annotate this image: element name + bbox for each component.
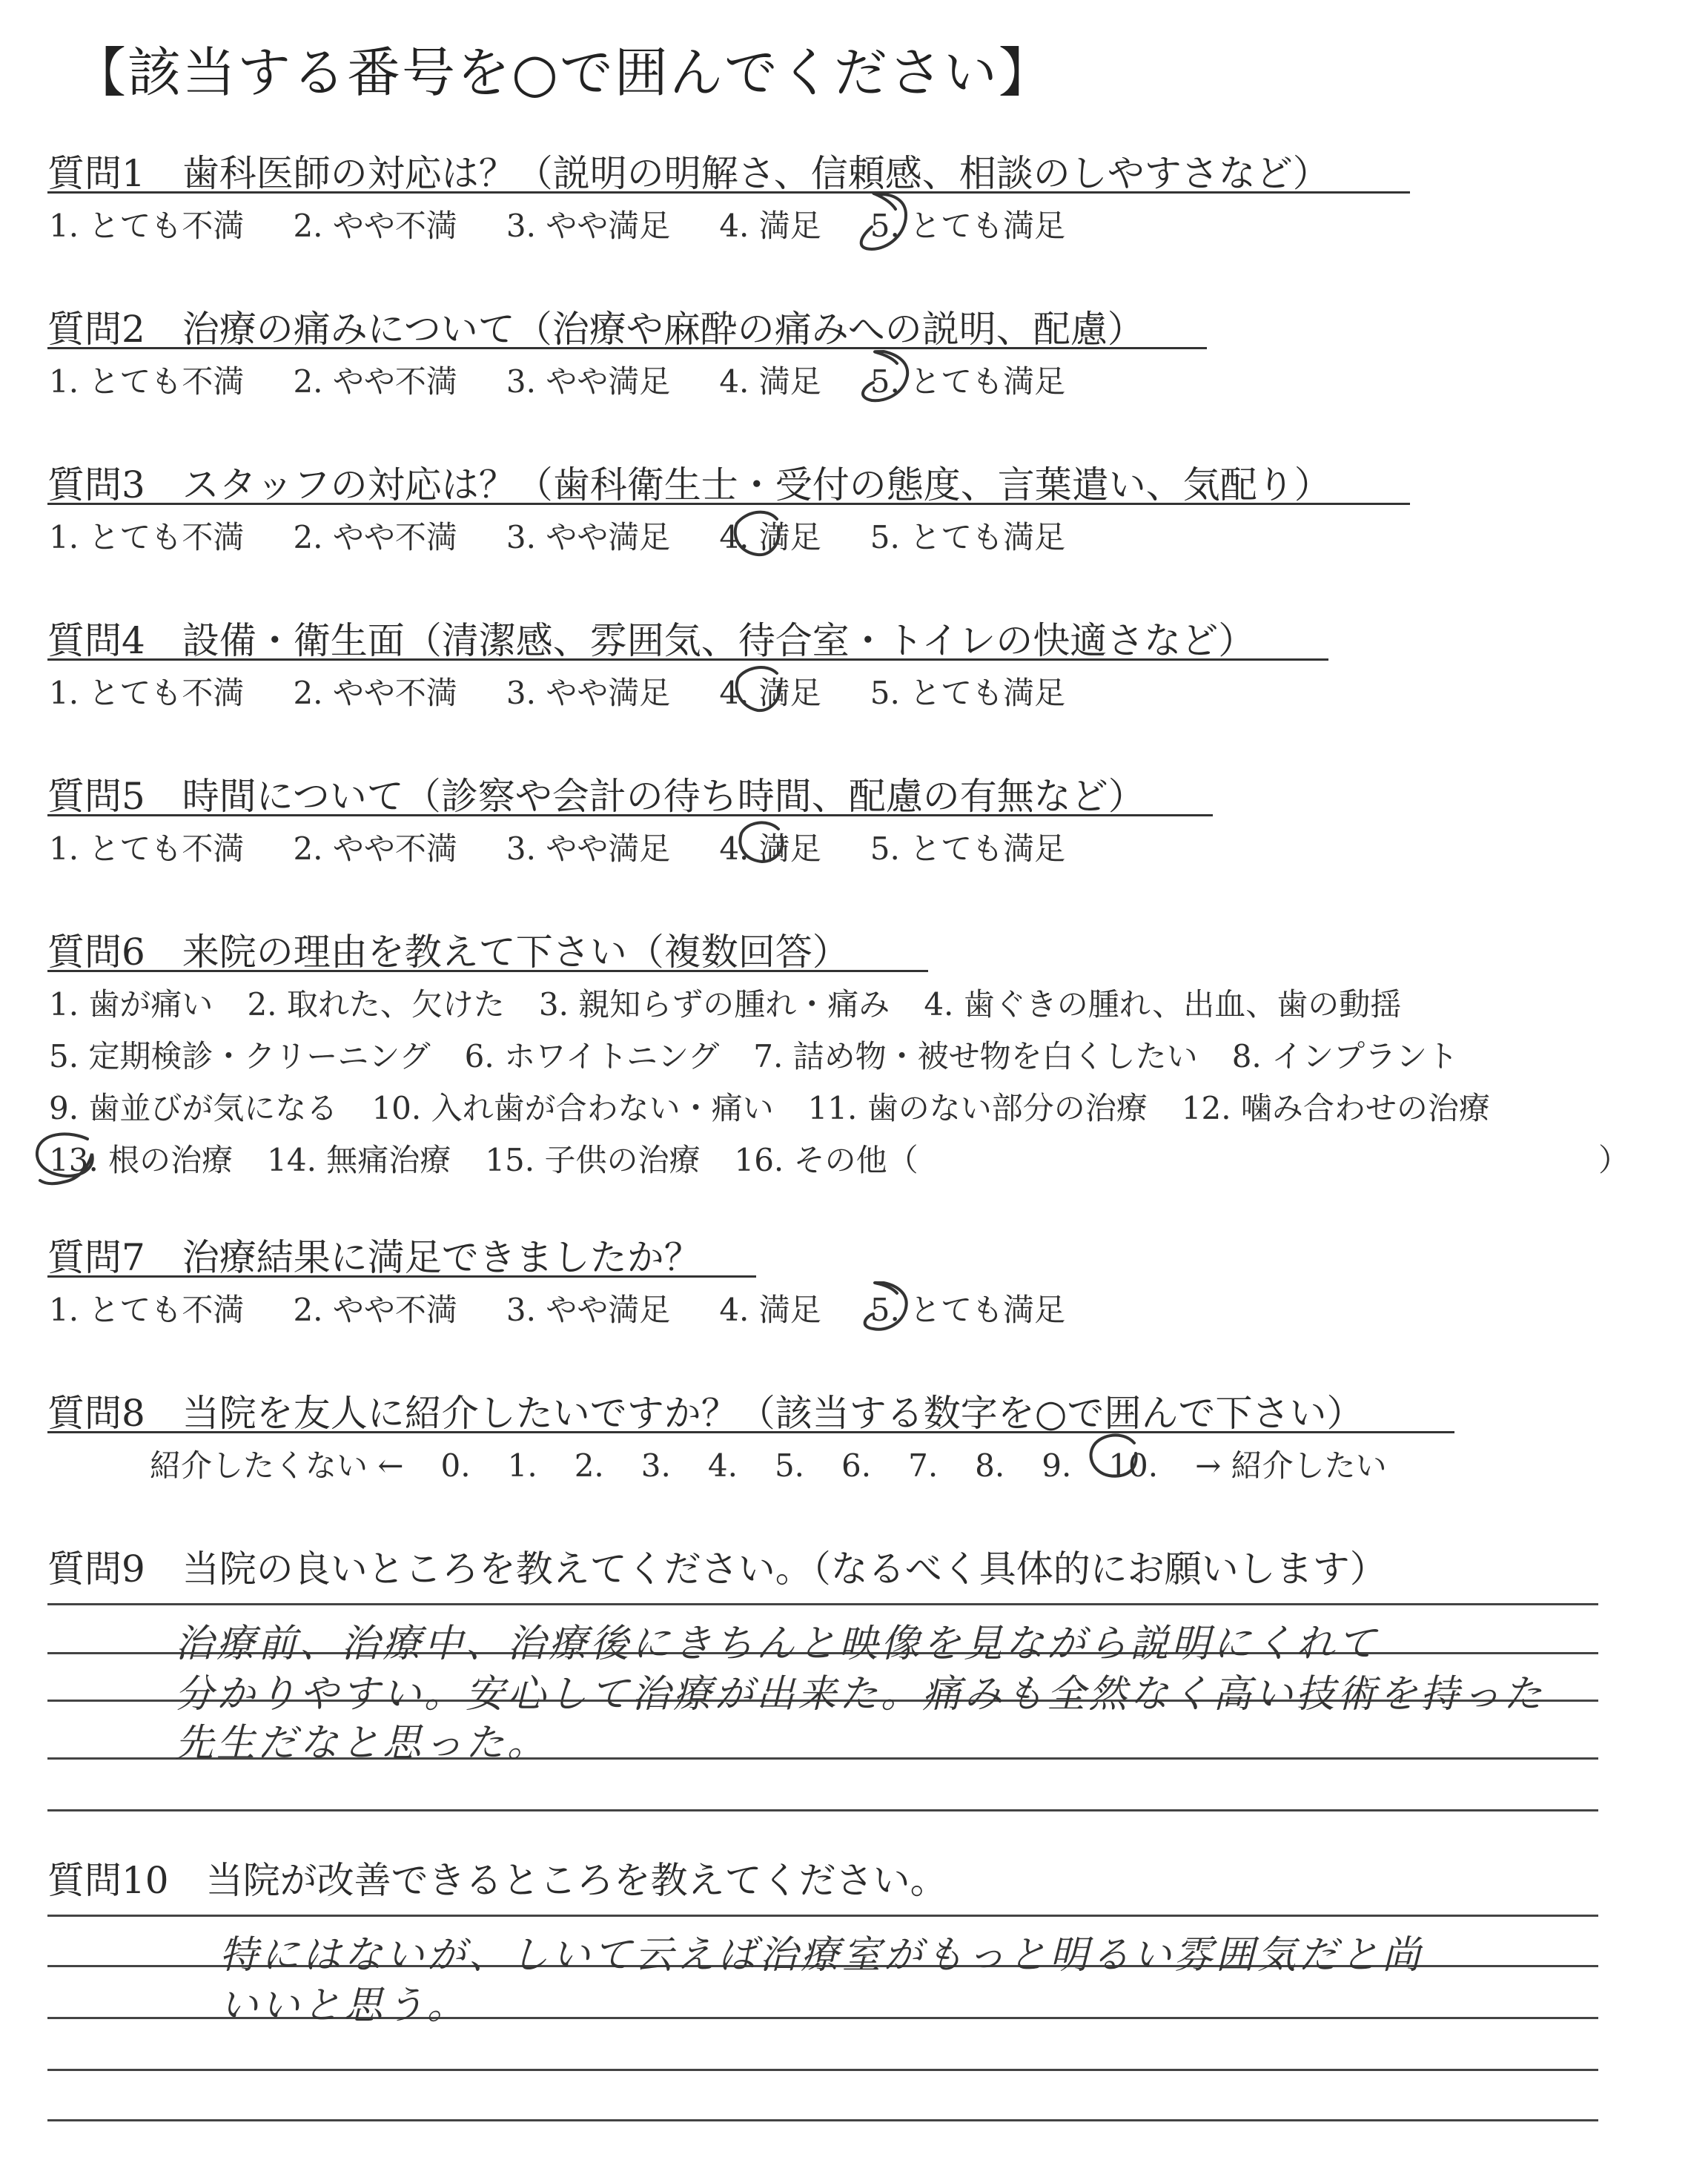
q6-underline <box>47 970 928 972</box>
q7-option-5[interactable]: 5. とても満足 <box>870 1292 1066 1328</box>
q10-title: 質問10 当院が改善できるところを教えてください。 <box>47 1859 947 1902</box>
q6-other-close-paren: ） <box>1598 1142 1630 1178</box>
q8-underline <box>47 1431 1454 1433</box>
q6-row-3 <box>49 1084 1490 1129</box>
q1-option-3[interactable]: 3. やや満足 <box>506 208 671 244</box>
q1-option-2[interactable]: 2. やや不満 <box>293 208 457 244</box>
q1-title: 質問1 歯科医師の対応は？（説明の明解さ、信頼感、相談のしやすさなど） <box>47 152 1330 195</box>
q6-option-4[interactable]: 4. 歯ぐきの腫れ、出血、歯の動揺 <box>924 986 1402 1023</box>
q7-underline <box>47 1275 756 1278</box>
q2-option-1[interactable]: 1. とても不満 <box>49 363 245 400</box>
q5-title: 質問5 時間について（診察や会計の待ち時間、配慮の有無など） <box>47 775 1145 818</box>
q6-option-14[interactable]: 14. 無痛治療 <box>267 1142 451 1178</box>
q4-option-5[interactable]: 5. とても満足 <box>870 675 1066 711</box>
q4-options <box>49 669 1065 713</box>
q6-row-1 <box>49 980 1401 1025</box>
q9-title: 質問9 当院の良いところを教えてください。（なるべく具体的にお願いします） <box>47 1548 1387 1591</box>
q10-answer-line-2[interactable]: いいと思う。 <box>219 1984 469 2028</box>
q3-option-1[interactable]: 1. とても不満 <box>49 519 245 555</box>
q6-option-1[interactable]: 1. 歯が痛い <box>49 986 214 1023</box>
q6-row-2 <box>49 1032 1458 1077</box>
q7-option-3[interactable]: 3. やや満足 <box>506 1292 671 1328</box>
q10-answer-line-1[interactable]: 特にはないが、しいて云えば治療室がもっと明るい雰囲気だと尚 <box>219 1933 1424 1978</box>
q4-option-3[interactable]: 3. やや満足 <box>506 675 671 711</box>
q8-option-5[interactable]: 5. <box>774 1447 805 1484</box>
q6-option-15[interactable]: 15. 子供の治療 <box>485 1142 701 1178</box>
q3-title: 質問3 スタッフの対応は？（歯科衛生士・受付の態度、言葉遣い、気配り） <box>47 463 1331 506</box>
q6-option-6[interactable]: 6. ホワイトニング <box>464 1038 720 1074</box>
q6-option-10[interactable]: 10. 入れ歯が合わない・痛い <box>371 1090 774 1126</box>
q10-writing-line-4 <box>47 2069 1598 2071</box>
q8-scale <box>150 1441 1387 1486</box>
form-title: 【該当する番号を○で囲んでください】 <box>73 42 1053 104</box>
q1-option-5[interactable]: 5. とても満足 <box>870 208 1066 244</box>
q3-option-4[interactable]: 4. 満足 <box>719 519 821 555</box>
q3-underline <box>47 503 1410 505</box>
q6-option-16[interactable]: 16. その他（ <box>734 1142 918 1178</box>
q6-option-9[interactable]: 9. 歯並びが気になる <box>49 1090 338 1126</box>
q9-answer-line-2[interactable]: 分かりやすい。安心して治療が出来た。痛みも全然なく高い技術を持った <box>175 1672 1546 1717</box>
q6-option-8[interactable]: 8. インプラント <box>1231 1038 1459 1074</box>
q7-option-2[interactable]: 2. やや不満 <box>293 1292 457 1328</box>
q6-option-13[interactable]: 13. 根の治療 <box>49 1142 234 1178</box>
q4-title: 質問4 設備・衛生面（清潔感、雰囲気、待合室・トイレの快適さなど） <box>47 619 1256 662</box>
q8-option-8[interactable]: 8. <box>975 1447 1005 1484</box>
q5-option-3[interactable]: 3. やや満足 <box>506 830 671 867</box>
q1-underline <box>47 191 1410 194</box>
q3-options <box>49 513 1065 558</box>
q8-option-7[interactable]: 7. <box>908 1447 939 1484</box>
q2-options <box>49 357 1065 402</box>
q2-option-2[interactable]: 2. やや不満 <box>293 363 457 400</box>
q3-option-5[interactable]: 5. とても満足 <box>870 519 1066 555</box>
q7-option-1[interactable]: 1. とても不満 <box>49 1292 245 1328</box>
q8-title: 質問8 当院を友人に紹介したいですか？（該当する数字を○で囲んで下さい） <box>47 1392 1364 1435</box>
q5-underline <box>47 814 1213 816</box>
q8-option-3[interactable]: 3. <box>640 1447 671 1484</box>
q5-option-5[interactable]: 5. とても満足 <box>870 830 1066 867</box>
q5-option-2[interactable]: 2. やや不満 <box>293 830 457 867</box>
q6-row-4 <box>49 1136 918 1180</box>
q9-writing-line-1 <box>47 1603 1598 1605</box>
q2-option-4[interactable]: 4. 満足 <box>719 363 821 400</box>
q8-left-label: 紹介したくない ← <box>150 1447 404 1484</box>
q6-option-5[interactable]: 5. 定期検診・クリーニング <box>49 1038 431 1074</box>
q6-option-2[interactable]: 2. 取れた、欠けた <box>247 986 505 1023</box>
q4-option-4[interactable]: 4. 満足 <box>719 675 821 711</box>
q1-option-1[interactable]: 1. とても不満 <box>49 208 245 244</box>
q7-option-4[interactable]: 4. 満足 <box>719 1292 821 1328</box>
q6-option-11[interactable]: 11. 歯のない部分の治療 <box>807 1090 1148 1126</box>
q5-options <box>49 825 1065 869</box>
q1-option-4[interactable]: 4. 満足 <box>719 208 821 244</box>
q5-option-4[interactable]: 4. 満足 <box>719 830 821 867</box>
q3-option-2[interactable]: 2. やや不満 <box>293 519 457 555</box>
q6-option-3[interactable]: 3. 親知らずの腫れ・痛み <box>538 986 890 1023</box>
q5-option-1[interactable]: 1. とても不満 <box>49 830 245 867</box>
q2-underline <box>47 347 1207 349</box>
q10-writing-line-1 <box>47 1915 1598 1917</box>
q6-option-12[interactable]: 12. 噛み合わせの治療 <box>1181 1090 1490 1126</box>
q4-option-2[interactable]: 2. やや不満 <box>293 675 457 711</box>
q6-option-7[interactable]: 7. 詰め物・被せ物を白くしたい <box>753 1038 1198 1074</box>
q4-underline <box>47 658 1328 661</box>
q1-options <box>49 202 1065 246</box>
q6-title: 質問6 来院の理由を教えて下さい（複数回答） <box>47 931 850 974</box>
q2-option-3[interactable]: 3. やや満足 <box>506 363 671 400</box>
q9-writing-line-5 <box>47 1809 1598 1811</box>
q4-option-1[interactable]: 1. とても不満 <box>49 675 245 711</box>
q8-option-2[interactable]: 2. <box>574 1447 604 1484</box>
q8-option-0[interactable]: 0. <box>440 1447 471 1484</box>
q8-right-label: → 紹介したい <box>1195 1447 1387 1484</box>
q2-option-5[interactable]: 5. とても満足 <box>870 363 1066 400</box>
q7-title: 質問7 治療結果に満足できましたか？ <box>47 1236 701 1279</box>
q8-option-4[interactable]: 4. <box>707 1447 738 1484</box>
q9-answer-line-1[interactable]: 治療前、治療中、治療後にきちんと映像を見ながら説明にくれて <box>175 1622 1380 1666</box>
q3-option-3[interactable]: 3. やや満足 <box>506 519 671 555</box>
q10-writing-line-5 <box>47 2119 1598 2121</box>
q2-title: 質問2 治療の痛みについて（治療や麻酔の痛みへの説明、配慮） <box>47 308 1145 351</box>
q7-options <box>49 1286 1065 1330</box>
q8-option-10[interactable]: 10. <box>1108 1447 1159 1484</box>
q8-option-6[interactable]: 6. <box>841 1447 872 1484</box>
q8-option-1[interactable]: 1. <box>507 1447 537 1484</box>
q8-option-9[interactable]: 9. <box>1042 1447 1072 1484</box>
q9-answer-line-3[interactable]: 先生だなと思った。 <box>175 1721 549 1766</box>
